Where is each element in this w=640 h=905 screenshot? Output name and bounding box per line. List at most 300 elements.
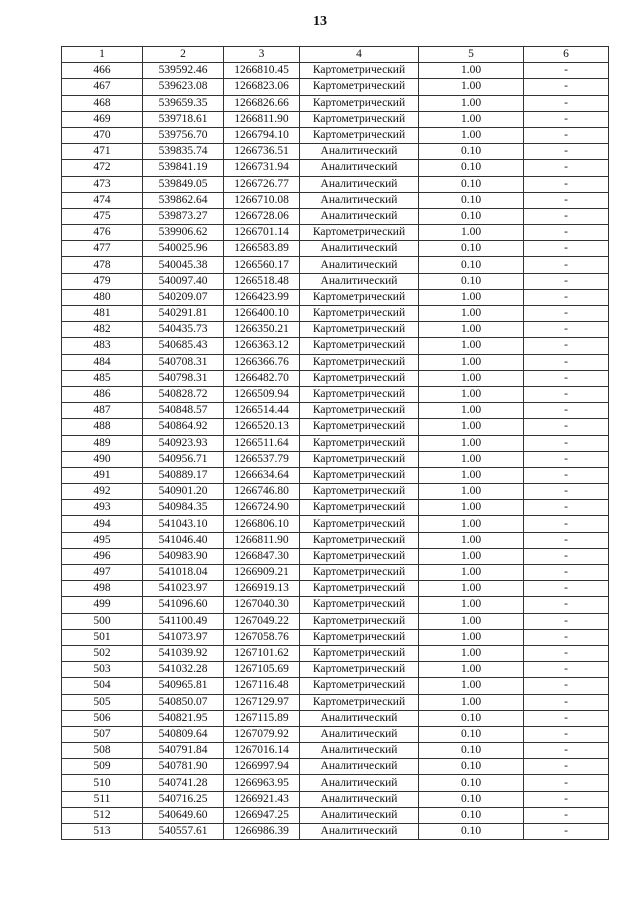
method-cell: Картометрический — [300, 597, 419, 613]
accuracy-cell: 0.10 — [419, 208, 524, 224]
note-cell: - — [524, 176, 609, 192]
x-coordinate-cell: 539623.08 — [143, 79, 224, 95]
method-cell: Картометрический — [300, 79, 419, 95]
table-row — [62, 548, 609, 564]
note-cell: - — [524, 824, 609, 840]
x-coordinate-cell: 540025.96 — [143, 241, 224, 257]
point-number-cell: 490 — [62, 451, 143, 467]
table-row — [62, 338, 609, 354]
table-row — [62, 419, 609, 435]
point-number-cell: 468 — [62, 95, 143, 111]
accuracy-cell: 0.10 — [419, 726, 524, 742]
note-cell: - — [524, 532, 609, 548]
note-cell: - — [524, 791, 609, 807]
y-coordinate-cell: 1266363.12 — [224, 338, 300, 354]
table-row — [62, 370, 609, 386]
x-coordinate-cell: 539849.05 — [143, 176, 224, 192]
y-coordinate-cell: 1266509.94 — [224, 386, 300, 402]
method-cell: Картометрический — [300, 694, 419, 710]
table-row — [62, 435, 609, 451]
x-coordinate-cell: 540045.38 — [143, 257, 224, 273]
y-coordinate-cell: 1266736.51 — [224, 144, 300, 160]
method-cell: Картометрический — [300, 548, 419, 564]
point-number-cell: 480 — [62, 289, 143, 305]
point-number-cell: 475 — [62, 208, 143, 224]
accuracy-cell: 1.00 — [419, 386, 524, 402]
y-coordinate-cell: 1266710.08 — [224, 192, 300, 208]
note-cell: - — [524, 694, 609, 710]
accuracy-cell: 0.10 — [419, 176, 524, 192]
x-coordinate-cell: 541032.28 — [143, 662, 224, 678]
y-coordinate-cell: 1267079.92 — [224, 726, 300, 742]
method-cell: Аналитический — [300, 192, 419, 208]
point-number-cell: 511 — [62, 791, 143, 807]
table-row — [62, 160, 609, 176]
note-cell: - — [524, 419, 609, 435]
y-coordinate-cell: 1266518.48 — [224, 273, 300, 289]
point-number-cell: 470 — [62, 127, 143, 143]
table-row — [62, 516, 609, 532]
x-coordinate-cell: 539841.19 — [143, 160, 224, 176]
note-cell: - — [524, 289, 609, 305]
table-row — [62, 597, 609, 613]
x-coordinate-cell: 540435.73 — [143, 322, 224, 338]
x-coordinate-cell: 539756.70 — [143, 127, 224, 143]
y-coordinate-cell: 1266560.17 — [224, 257, 300, 273]
accuracy-cell: 1.00 — [419, 532, 524, 548]
note-cell: - — [524, 597, 609, 613]
y-coordinate-cell: 1266823.06 — [224, 79, 300, 95]
accuracy-cell: 1.00 — [419, 565, 524, 581]
method-cell: Аналитический — [300, 160, 419, 176]
note-cell: - — [524, 678, 609, 694]
point-number-cell: 478 — [62, 257, 143, 273]
note-cell: - — [524, 484, 609, 500]
point-number-cell: 509 — [62, 759, 143, 775]
table-row — [62, 581, 609, 597]
y-coordinate-cell: 1266724.90 — [224, 500, 300, 516]
note-cell: - — [524, 95, 609, 111]
note-cell: - — [524, 613, 609, 629]
accuracy-cell: 1.00 — [419, 403, 524, 419]
point-number-cell: 491 — [62, 467, 143, 483]
accuracy-cell: 1.00 — [419, 516, 524, 532]
note-cell: - — [524, 241, 609, 257]
note-cell: - — [524, 79, 609, 95]
accuracy-cell: 1.00 — [419, 694, 524, 710]
y-coordinate-cell: 1266511.64 — [224, 435, 300, 451]
note-cell: - — [524, 565, 609, 581]
y-coordinate-cell: 1266847.30 — [224, 548, 300, 564]
x-coordinate-cell: 539718.61 — [143, 111, 224, 127]
table-row — [62, 662, 609, 678]
y-coordinate-cell: 1267016.14 — [224, 743, 300, 759]
x-coordinate-cell: 539659.35 — [143, 95, 224, 111]
accuracy-cell: 1.00 — [419, 467, 524, 483]
method-cell: Картометрический — [300, 613, 419, 629]
point-number-cell: 513 — [62, 824, 143, 840]
point-number-cell: 508 — [62, 743, 143, 759]
method-cell: Картометрический — [300, 306, 419, 322]
x-coordinate-cell: 540965.81 — [143, 678, 224, 694]
table-row — [62, 208, 609, 224]
method-cell: Картометрический — [300, 581, 419, 597]
point-number-cell: 502 — [62, 645, 143, 661]
method-cell: Аналитический — [300, 710, 419, 726]
x-coordinate-cell: 540791.84 — [143, 743, 224, 759]
accuracy-cell: 1.00 — [419, 662, 524, 678]
point-number-cell: 507 — [62, 726, 143, 742]
x-coordinate-cell: 539873.27 — [143, 208, 224, 224]
method-cell: Картометрический — [300, 95, 419, 111]
y-coordinate-cell: 1266746.80 — [224, 484, 300, 500]
method-cell: Картометрический — [300, 662, 419, 678]
x-coordinate-cell: 540983.90 — [143, 548, 224, 564]
accuracy-cell: 0.10 — [419, 791, 524, 807]
point-number-cell: 496 — [62, 548, 143, 564]
table-row — [62, 386, 609, 402]
accuracy-cell: 1.00 — [419, 95, 524, 111]
accuracy-cell: 1.00 — [419, 435, 524, 451]
note-cell: - — [524, 370, 609, 386]
accuracy-cell: 1.00 — [419, 225, 524, 241]
method-cell: Картометрический — [300, 484, 419, 500]
method-cell: Картометрический — [300, 435, 419, 451]
point-number-cell: 472 — [62, 160, 143, 176]
note-cell: - — [524, 386, 609, 402]
y-coordinate-cell: 1266634.64 — [224, 467, 300, 483]
method-cell: Картометрический — [300, 370, 419, 386]
point-number-cell: 466 — [62, 63, 143, 79]
x-coordinate-cell: 540901.20 — [143, 484, 224, 500]
y-coordinate-cell: 1266826.66 — [224, 95, 300, 111]
method-cell: Аналитический — [300, 759, 419, 775]
note-cell: - — [524, 192, 609, 208]
table-row — [62, 710, 609, 726]
method-cell: Картометрический — [300, 678, 419, 694]
x-coordinate-cell: 540649.60 — [143, 807, 224, 823]
y-coordinate-cell: 1266731.94 — [224, 160, 300, 176]
accuracy-cell: 1.00 — [419, 581, 524, 597]
x-coordinate-cell: 540848.57 — [143, 403, 224, 419]
point-number-cell: 500 — [62, 613, 143, 629]
method-cell: Картометрический — [300, 338, 419, 354]
y-coordinate-cell: 1266482.70 — [224, 370, 300, 386]
accuracy-cell: 0.10 — [419, 144, 524, 160]
method-cell: Картометрический — [300, 289, 419, 305]
x-coordinate-cell: 541100.49 — [143, 613, 224, 629]
point-number-cell: 473 — [62, 176, 143, 192]
point-number-cell: 506 — [62, 710, 143, 726]
x-coordinate-cell: 540741.28 — [143, 775, 224, 791]
y-coordinate-cell: 1267129.97 — [224, 694, 300, 710]
accuracy-cell: 1.00 — [419, 645, 524, 661]
x-coordinate-cell: 540716.25 — [143, 791, 224, 807]
point-number-cell: 503 — [62, 662, 143, 678]
note-cell: - — [524, 467, 609, 483]
y-coordinate-cell: 1266728.06 — [224, 208, 300, 224]
point-number-cell: 469 — [62, 111, 143, 127]
table-row — [62, 241, 609, 257]
note-cell: - — [524, 144, 609, 160]
x-coordinate-cell: 541046.40 — [143, 532, 224, 548]
method-cell: Картометрический — [300, 419, 419, 435]
note-cell: - — [524, 581, 609, 597]
table-row — [62, 467, 609, 483]
note-cell: - — [524, 403, 609, 419]
accuracy-cell: 1.00 — [419, 451, 524, 467]
accuracy-cell: 1.00 — [419, 500, 524, 516]
accuracy-cell: 1.00 — [419, 63, 524, 79]
y-coordinate-cell: 1266921.43 — [224, 791, 300, 807]
accuracy-cell: 1.00 — [419, 322, 524, 338]
accuracy-cell: 0.10 — [419, 807, 524, 823]
y-coordinate-cell: 1266520.13 — [224, 419, 300, 435]
method-cell: Аналитический — [300, 775, 419, 791]
accuracy-cell: 1.00 — [419, 419, 524, 435]
y-coordinate-cell: 1267116.48 — [224, 678, 300, 694]
point-number-cell: 501 — [62, 629, 143, 645]
method-cell: Аналитический — [300, 807, 419, 823]
y-coordinate-cell: 1266350.21 — [224, 322, 300, 338]
column-header: 6 — [524, 47, 609, 63]
accuracy-cell: 0.10 — [419, 824, 524, 840]
page-number: 13 — [313, 14, 327, 29]
method-cell: Картометрический — [300, 500, 419, 516]
note-cell: - — [524, 225, 609, 241]
note-cell: - — [524, 322, 609, 338]
note-cell: - — [524, 273, 609, 289]
y-coordinate-cell: 1266909.21 — [224, 565, 300, 581]
y-coordinate-cell: 1266997.94 — [224, 759, 300, 775]
method-cell: Аналитический — [300, 743, 419, 759]
point-number-cell: 467 — [62, 79, 143, 95]
point-number-cell: 474 — [62, 192, 143, 208]
method-cell: Картометрический — [300, 386, 419, 402]
note-cell: - — [524, 743, 609, 759]
method-cell: Картометрический — [300, 63, 419, 79]
accuracy-cell: 1.00 — [419, 613, 524, 629]
x-coordinate-cell: 540798.31 — [143, 370, 224, 386]
y-coordinate-cell: 1266583.89 — [224, 241, 300, 257]
method-cell: Картометрический — [300, 403, 419, 419]
accuracy-cell: 1.00 — [419, 306, 524, 322]
note-cell: - — [524, 160, 609, 176]
column-header: 2 — [143, 47, 224, 63]
table-row — [62, 694, 609, 710]
note-cell: - — [524, 354, 609, 370]
point-number-cell: 471 — [62, 144, 143, 160]
point-number-cell: 483 — [62, 338, 143, 354]
y-coordinate-cell: 1267040.30 — [224, 597, 300, 613]
y-coordinate-cell: 1267105.69 — [224, 662, 300, 678]
accuracy-cell: 1.00 — [419, 484, 524, 500]
table-row — [62, 127, 609, 143]
method-cell: Аналитический — [300, 257, 419, 273]
accuracy-cell: 1.00 — [419, 629, 524, 645]
table-row — [62, 403, 609, 419]
table-row — [62, 775, 609, 791]
table-row — [62, 743, 609, 759]
accuracy-cell: 1.00 — [419, 354, 524, 370]
method-cell: Картометрический — [300, 127, 419, 143]
method-cell: Аналитический — [300, 824, 419, 840]
note-cell: - — [524, 208, 609, 224]
accuracy-cell: 0.10 — [419, 775, 524, 791]
table-header-row — [62, 47, 609, 63]
x-coordinate-cell: 540850.07 — [143, 694, 224, 710]
table-row — [62, 759, 609, 775]
table-row — [62, 63, 609, 79]
method-cell: Картометрический — [300, 354, 419, 370]
note-cell: - — [524, 435, 609, 451]
y-coordinate-cell: 1266947.25 — [224, 807, 300, 823]
x-coordinate-cell: 541023.97 — [143, 581, 224, 597]
method-cell: Аналитический — [300, 726, 419, 742]
y-coordinate-cell: 1266986.39 — [224, 824, 300, 840]
point-number-cell: 486 — [62, 386, 143, 402]
method-cell: Картометрический — [300, 629, 419, 645]
point-number-cell: 497 — [62, 565, 143, 581]
point-number-cell: 485 — [62, 370, 143, 386]
note-cell: - — [524, 257, 609, 273]
x-coordinate-cell: 541018.04 — [143, 565, 224, 581]
method-cell: Картометрический — [300, 451, 419, 467]
method-cell: Картометрический — [300, 645, 419, 661]
x-coordinate-cell: 541043.10 — [143, 516, 224, 532]
accuracy-cell: 1.00 — [419, 370, 524, 386]
point-number-cell: 505 — [62, 694, 143, 710]
accuracy-cell: 0.10 — [419, 743, 524, 759]
y-coordinate-cell: 1266811.90 — [224, 111, 300, 127]
accuracy-cell: 0.10 — [419, 241, 524, 257]
method-cell: Аналитический — [300, 176, 419, 192]
x-coordinate-cell: 540781.90 — [143, 759, 224, 775]
note-cell: - — [524, 111, 609, 127]
x-coordinate-cell: 540209.07 — [143, 289, 224, 305]
table-row — [62, 824, 609, 840]
method-cell: Картометрический — [300, 467, 419, 483]
accuracy-cell: 0.10 — [419, 759, 524, 775]
method-cell: Картометрический — [300, 532, 419, 548]
note-cell: - — [524, 807, 609, 823]
point-number-cell: 481 — [62, 306, 143, 322]
x-coordinate-cell: 540821.95 — [143, 710, 224, 726]
table-row — [62, 322, 609, 338]
point-number-cell: 510 — [62, 775, 143, 791]
y-coordinate-cell: 1267058.76 — [224, 629, 300, 645]
table-row — [62, 192, 609, 208]
point-number-cell: 487 — [62, 403, 143, 419]
accuracy-cell: 0.10 — [419, 192, 524, 208]
point-number-cell: 476 — [62, 225, 143, 241]
table-row — [62, 273, 609, 289]
y-coordinate-cell: 1267115.89 — [224, 710, 300, 726]
table-row — [62, 613, 609, 629]
x-coordinate-cell: 540864.92 — [143, 419, 224, 435]
x-coordinate-cell: 540809.64 — [143, 726, 224, 742]
y-coordinate-cell: 1266514.44 — [224, 403, 300, 419]
accuracy-cell: 1.00 — [419, 678, 524, 694]
method-cell: Картометрический — [300, 565, 419, 581]
accuracy-cell: 1.00 — [419, 548, 524, 564]
accuracy-cell: 1.00 — [419, 79, 524, 95]
table-row — [62, 257, 609, 273]
table-row — [62, 289, 609, 305]
column-header: 1 — [62, 47, 143, 63]
note-cell: - — [524, 710, 609, 726]
accuracy-cell: 0.10 — [419, 160, 524, 176]
point-number-cell: 512 — [62, 807, 143, 823]
table-row — [62, 532, 609, 548]
note-cell: - — [524, 338, 609, 354]
table-body — [62, 63, 609, 840]
y-coordinate-cell: 1266701.14 — [224, 225, 300, 241]
note-cell: - — [524, 548, 609, 564]
point-number-cell: 498 — [62, 581, 143, 597]
table-row — [62, 79, 609, 95]
point-number-cell: 499 — [62, 597, 143, 613]
note-cell: - — [524, 500, 609, 516]
method-cell: Аналитический — [300, 208, 419, 224]
x-coordinate-cell: 540889.17 — [143, 467, 224, 483]
note-cell: - — [524, 306, 609, 322]
note-cell: - — [524, 127, 609, 143]
coordinates-table — [61, 46, 609, 840]
method-cell: Аналитический — [300, 273, 419, 289]
x-coordinate-cell: 540828.72 — [143, 386, 224, 402]
column-header: 3 — [224, 47, 300, 63]
x-coordinate-cell: 541096.60 — [143, 597, 224, 613]
point-number-cell: 484 — [62, 354, 143, 370]
note-cell: - — [524, 662, 609, 678]
table-row — [62, 726, 609, 742]
x-coordinate-cell: 540557.61 — [143, 824, 224, 840]
x-coordinate-cell: 539862.64 — [143, 192, 224, 208]
accuracy-cell: 1.00 — [419, 127, 524, 143]
y-coordinate-cell: 1266366.76 — [224, 354, 300, 370]
x-coordinate-cell: 540956.71 — [143, 451, 224, 467]
point-number-cell: 488 — [62, 419, 143, 435]
accuracy-cell: 0.10 — [419, 257, 524, 273]
table-row — [62, 484, 609, 500]
y-coordinate-cell: 1267101.62 — [224, 645, 300, 661]
method-cell: Аналитический — [300, 791, 419, 807]
note-cell: - — [524, 775, 609, 791]
x-coordinate-cell: 541073.97 — [143, 629, 224, 645]
point-number-cell: 495 — [62, 532, 143, 548]
accuracy-cell: 1.00 — [419, 338, 524, 354]
table-row — [62, 95, 609, 111]
y-coordinate-cell: 1266423.99 — [224, 289, 300, 305]
note-cell: - — [524, 759, 609, 775]
method-cell: Картометрический — [300, 516, 419, 532]
x-coordinate-cell: 540984.35 — [143, 500, 224, 516]
x-coordinate-cell: 539906.62 — [143, 225, 224, 241]
accuracy-cell: 1.00 — [419, 111, 524, 127]
y-coordinate-cell: 1266794.10 — [224, 127, 300, 143]
method-cell: Картометрический — [300, 111, 419, 127]
method-cell: Картометрический — [300, 322, 419, 338]
y-coordinate-cell: 1266400.10 — [224, 306, 300, 322]
y-coordinate-cell: 1266537.79 — [224, 451, 300, 467]
accuracy-cell: 1.00 — [419, 289, 524, 305]
point-number-cell: 493 — [62, 500, 143, 516]
method-cell: Аналитический — [300, 144, 419, 160]
point-number-cell: 494 — [62, 516, 143, 532]
table-row — [62, 629, 609, 645]
point-number-cell: 504 — [62, 678, 143, 694]
